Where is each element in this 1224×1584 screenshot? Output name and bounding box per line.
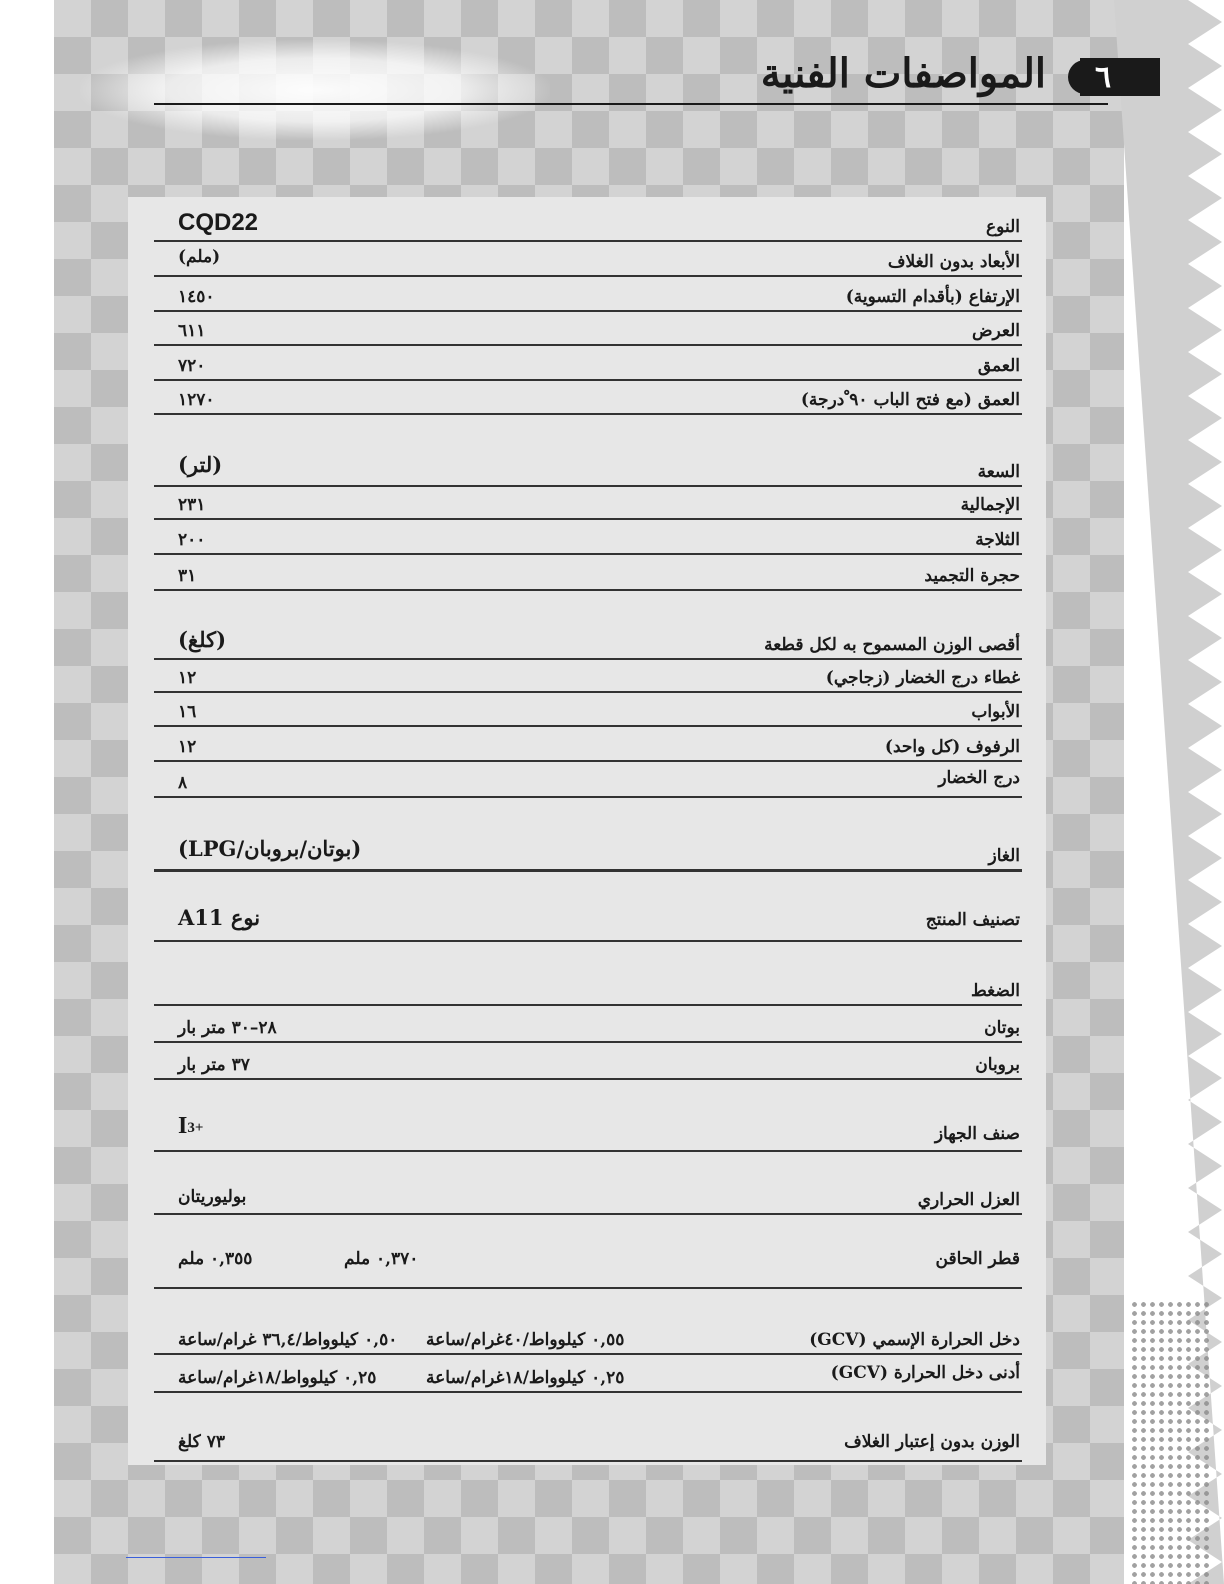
- spec-row-height: [154, 277, 1022, 312]
- spec-value: نوع A11: [178, 905, 261, 930]
- spec-row-shelves: [154, 727, 1022, 762]
- spec-label: درج الخضار: [938, 768, 1020, 788]
- spec-row-width: [154, 312, 1022, 346]
- spec-row-classification: [154, 890, 1022, 942]
- spec-row-propane: [154, 1043, 1022, 1080]
- page-title: المواصفات الفنية: [760, 50, 1046, 97]
- spec-row-capacity: [154, 440, 1022, 487]
- spec-label: دخل الحرارة الإسمي (GCV): [809, 1330, 1020, 1350]
- footer-link-line: [126, 1557, 266, 1558]
- spec-value: ١٦: [178, 702, 197, 722]
- spec-value: CQD22: [178, 209, 259, 236]
- spec-label: العمق (مع فتح الباب ٩٠ ْدرجة): [800, 390, 1020, 410]
- spec-label: الأبواب: [971, 702, 1020, 722]
- spec-label: صنف الجهاز: [934, 1124, 1020, 1144]
- spec-label: الغاز: [988, 846, 1020, 866]
- spec-value-1: ٠,٣٧٠ ملم: [344, 1249, 419, 1269]
- spec-label: الرفوف (كل واحد): [884, 737, 1020, 757]
- spec-label: السعة: [977, 462, 1020, 482]
- spec-row-injector: [154, 1245, 1022, 1289]
- spec-row-appliance-class: [154, 1108, 1022, 1152]
- spec-row-max-weight: [154, 615, 1022, 660]
- spec-value: ٢٣١: [178, 495, 206, 515]
- spec-row-pressure: [154, 970, 1022, 1006]
- spec-label: النوع: [986, 217, 1020, 237]
- spec-value: ٧٢٠: [178, 356, 206, 376]
- spec-value: ٢٠٠: [178, 530, 206, 550]
- spec-label: حجرة التجميد: [924, 566, 1020, 586]
- spec-value: ٦١١: [178, 321, 206, 341]
- appliance-class-main: I: [178, 1113, 188, 1139]
- spec-row-total: [154, 487, 1022, 520]
- spec-row-fridge: [154, 520, 1022, 555]
- spec-value: ٣١: [178, 566, 197, 586]
- spec-label: تصنيف المنتج: [925, 910, 1020, 930]
- spec-label: العرض: [971, 321, 1020, 341]
- spec-value: ٣٧ متر بار: [178, 1055, 250, 1075]
- appliance-class-sub: 3+: [187, 1120, 204, 1136]
- spec-label: غطاء درج الخضار (زجاجي): [825, 668, 1020, 688]
- spec-value-2: ٠,٥٠ كيلوواط/٣٦,٤ غرام/ساعة: [178, 1330, 398, 1350]
- halftone-decoration: [1130, 1300, 1210, 1584]
- spec-unit: (لتر): [178, 452, 223, 477]
- spec-value: ٧٣ كلغ: [178, 1432, 225, 1452]
- spec-label: الثلاجة: [975, 530, 1020, 550]
- spec-row-freezer: [154, 555, 1022, 591]
- spec-value-1: ٠,٢٥ كيلوواط/١٨غرام/ساعة: [426, 1368, 625, 1388]
- spec-row-heat-input: [154, 1318, 1022, 1355]
- spec-row-doors: [154, 693, 1022, 727]
- spec-label: الأبعاد بدون الغلاف: [887, 252, 1020, 272]
- spec-value: ٨: [178, 773, 188, 793]
- spec-label: الضغط: [971, 981, 1020, 1001]
- spec-label: الوزن بدون إعتبار الغلاف: [844, 1432, 1020, 1452]
- spec-label: أقصى الوزن المسموح به لكل قطعة: [764, 635, 1020, 655]
- spec-row-weight: [154, 1420, 1022, 1462]
- spec-value: ١٤٥٠: [178, 287, 215, 307]
- specs-table: [154, 0, 1022, 1584]
- spec-value: ١٢: [178, 737, 197, 757]
- spec-row-depth-door: [154, 381, 1022, 415]
- spec-value: ٢٨–٣٠ متر بار: [178, 1018, 277, 1038]
- spec-row-dimensions: [154, 242, 1022, 277]
- spec-row-gas: [154, 825, 1022, 872]
- spec-label: الإجمالية: [960, 495, 1020, 515]
- spec-label: الإرتفاع (بأقدام التسوية): [845, 287, 1020, 307]
- spec-row-type: [154, 206, 1022, 242]
- spec-row-insulation: [154, 1175, 1022, 1215]
- spec-value-2: ٠,٣٥٥ ملم: [178, 1249, 253, 1269]
- spec-unit: (ملم): [178, 247, 221, 267]
- spec-row-crisper-cover: [154, 660, 1022, 693]
- spec-value-2: ٠,٢٥ كيلوواط/١٨غرام/ساعة: [178, 1368, 377, 1388]
- spec-value: بوليوريتان: [178, 1187, 247, 1207]
- spec-row-butane: [154, 1006, 1022, 1043]
- spec-label: العمق: [977, 356, 1020, 376]
- spec-value: ١٢٧٠: [178, 390, 215, 410]
- spec-label: قطر الحاقن: [935, 1249, 1020, 1269]
- spec-value: (بوتان/بروبان/LPG): [178, 836, 362, 861]
- spec-unit: (كلغ): [178, 627, 226, 652]
- spec-row-crisper: [154, 762, 1022, 798]
- spec-label: العزل الحراري: [917, 1190, 1020, 1210]
- spec-row-min-heat-input: [154, 1355, 1022, 1393]
- spec-label: أدنى دخل الحرارة (GCV): [830, 1363, 1020, 1383]
- spec-label: بوتان: [984, 1018, 1020, 1038]
- spec-value: [178, 1113, 203, 1140]
- spec-label: بروبان: [975, 1055, 1020, 1075]
- spec-value: ١٢: [178, 668, 197, 688]
- spec-value-1: ٠,٥٥ كيلوواط/٤٠غرام/ساعة: [426, 1330, 625, 1350]
- chapter-number: ٦: [1068, 60, 1138, 94]
- spec-row-depth: [154, 346, 1022, 381]
